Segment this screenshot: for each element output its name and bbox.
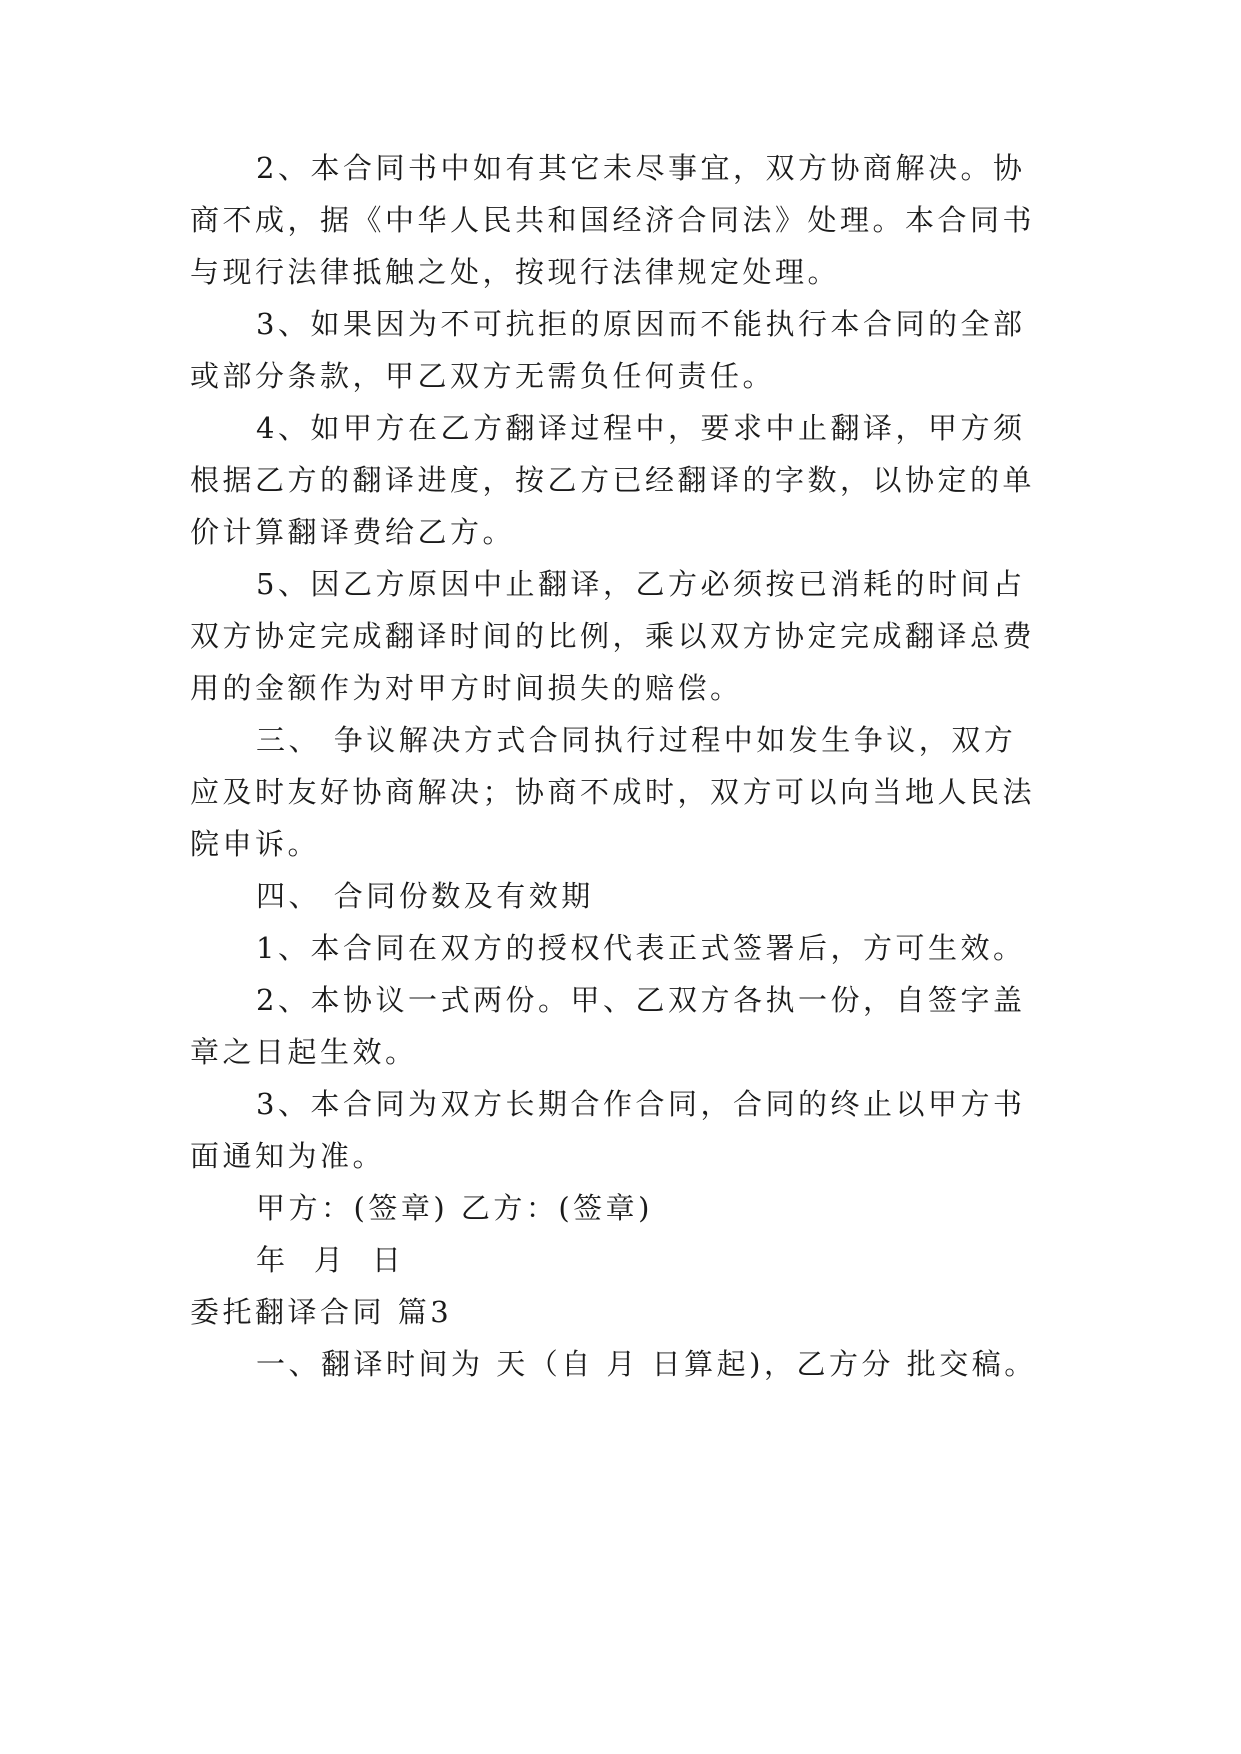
paragraph-line: 与现行法律抵触之处，按现行法律规定处理。	[190, 255, 841, 289]
paragraph-line: 应及时友好协商解决；协商不成时，双方可以向当地人民法	[190, 775, 1036, 809]
paragraph-line: 双方协定完成翻译时间的比例，乘以双方协定完成翻译总费	[190, 619, 1036, 653]
paragraph-line: 3、如果因为不可抗拒的原因而不能执行本合同的全部	[256, 307, 1026, 341]
paragraph-line: 2、本合同书中如有其它未尽事宜，双方协商解决。协	[256, 151, 1026, 185]
contract-title: 委托翻译合同 篇3	[190, 1295, 453, 1329]
paragraph-line: 面通知为准。	[190, 1139, 386, 1173]
paragraph-line: 商不成，据《中华人民共和国经济合同法》处理。本合同书	[190, 203, 1036, 237]
paragraph-line: 1、本合同在双方的授权代表正式签署后，方可生效。	[256, 931, 1026, 965]
section-heading-line: 四、 合同份数及有效期	[256, 879, 594, 913]
paragraph-line: 院申诉。	[190, 827, 321, 861]
paragraph-line: 根据乙方的翻译进度，按乙方已经翻译的字数，以协定的单	[190, 463, 1036, 497]
date-line: 年 月 日	[256, 1243, 405, 1277]
paragraph-line: 4、如甲方在乙方翻译过程中，要求中止翻译，甲方须	[256, 411, 1026, 445]
paragraph-line: 3、本合同为双方长期合作合同，合同的终止以甲方书	[256, 1087, 1026, 1121]
paragraph-line: 一、翻译时间为 天（自 月 日算起)，乙方分 批交稿。	[256, 1347, 1037, 1381]
section-heading-line: 三、 争议解决方式合同执行过程中如发生争议，双方	[256, 723, 1017, 757]
paragraph-line: 5、因乙方原因中止翻译，乙方必须按已消耗的时间占	[256, 567, 1026, 601]
paragraph-line: 章之日起生效。	[190, 1035, 418, 1069]
paragraph-line: 价计算翻译费给乙方。	[190, 515, 516, 549]
paragraph-line: 或部分条款，甲乙双方无需负任何责任。	[190, 359, 776, 393]
paragraph-line: 2、本协议一式两份。甲、乙双方各执一份，自签字盖	[256, 983, 1026, 1017]
paragraph-line: 用的金额作为对甲方时间损失的赔偿。	[190, 671, 743, 705]
signature-line: 甲方：(签章) 乙方：(签章)	[256, 1191, 653, 1225]
